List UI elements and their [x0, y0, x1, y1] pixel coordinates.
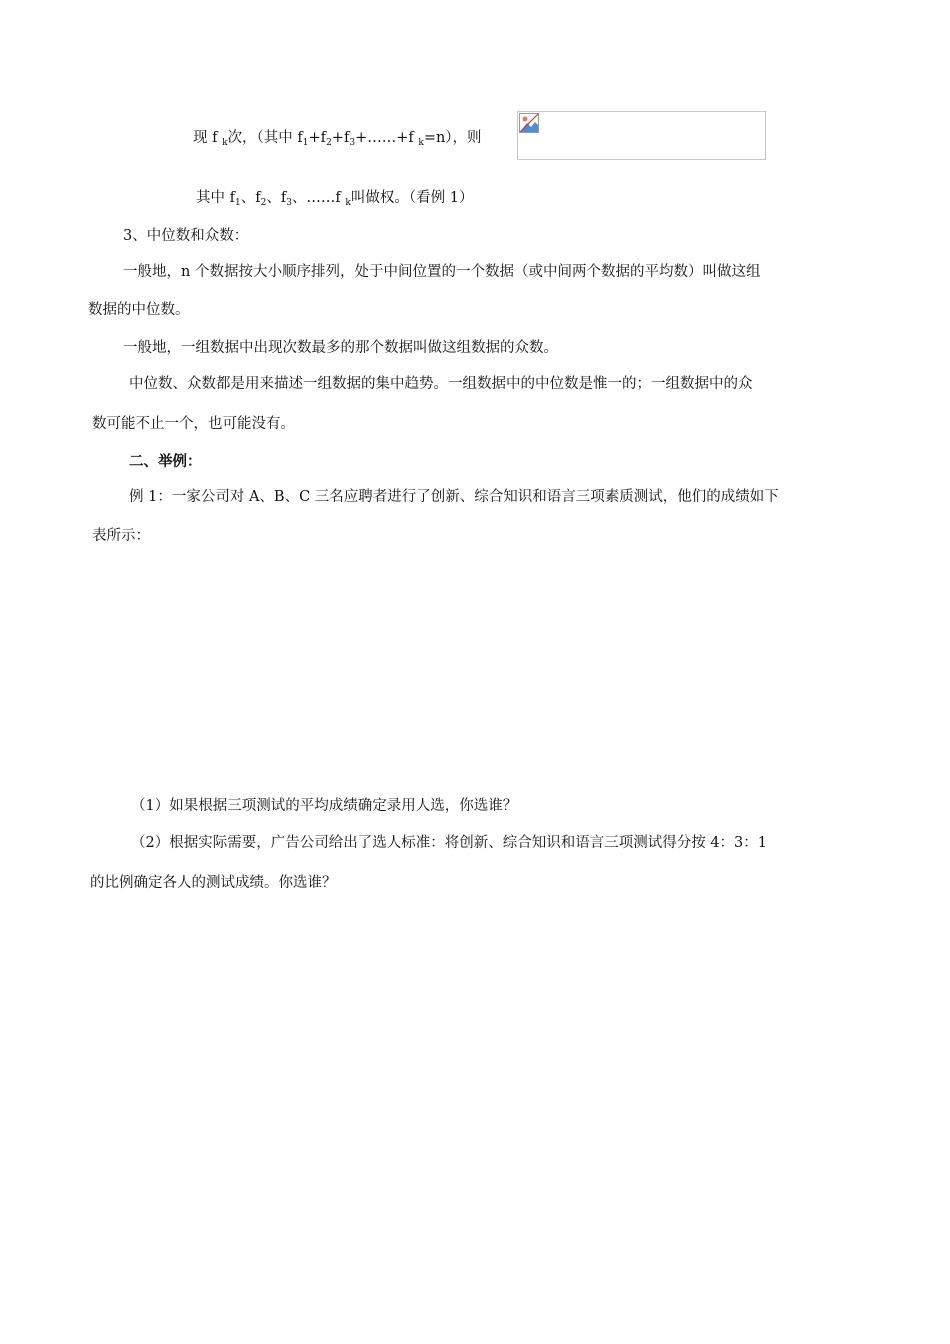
central-tendency-line-2: 数可能不止一个，也可能没有。 [92, 416, 295, 432]
mode-definition: 一般地，一组数据中出现次数最多的那个数据叫做这组数据的众数。 [123, 340, 558, 356]
question-2-line-1: （2）根据实际需要，广告公司给出了选人标准：将创新、综合知识和语言三项测试得分按 4：3：1 [131, 835, 768, 851]
weighted-mean-formula-line: 现 f $_k$次，（其中 $f_1+f_2+f_3+\dots\dots+f$ $_k$=n），则 [193, 130, 482, 148]
example-1-line-1: 例 1：一家公司对 A、B、C 三名应聘者进行了创新、综合知识和语言三项素质测试，他们的成绩如下 [129, 489, 779, 505]
question-2-line-2: 的比例确定各人的测试成绩。你选谁？ [90, 875, 337, 891]
median-definition-line-1: 一般地，n 个数据按大小顺序排列，处于中间位置的一个数据（或中间两个数据的平均数）叫做这组 [123, 264, 761, 280]
formula-image-placeholder [517, 111, 766, 160]
section-3-heading: 3、中位数和众数： [123, 228, 249, 244]
question-1: （1）如果根据三项测试的平均成绩确定录用人选，你选谁？ [131, 798, 518, 814]
broken-image-icon [519, 113, 539, 133]
weights-line: 其中 $f_1$、$f_2$、$f_3$、……f $_k$叫做权。（看例 1） [196, 190, 474, 208]
central-tendency-line-1: 中位数、众数都是用来描述一组数据的集中趋势。一组数据中的中位数是惟一的；一组数据中的众 [129, 376, 753, 392]
examples-heading: 二、举例： [129, 454, 202, 470]
example-1-line-2: 表所示： [92, 528, 150, 544]
median-definition-line-2: 数据的中位数。 [88, 302, 190, 318]
